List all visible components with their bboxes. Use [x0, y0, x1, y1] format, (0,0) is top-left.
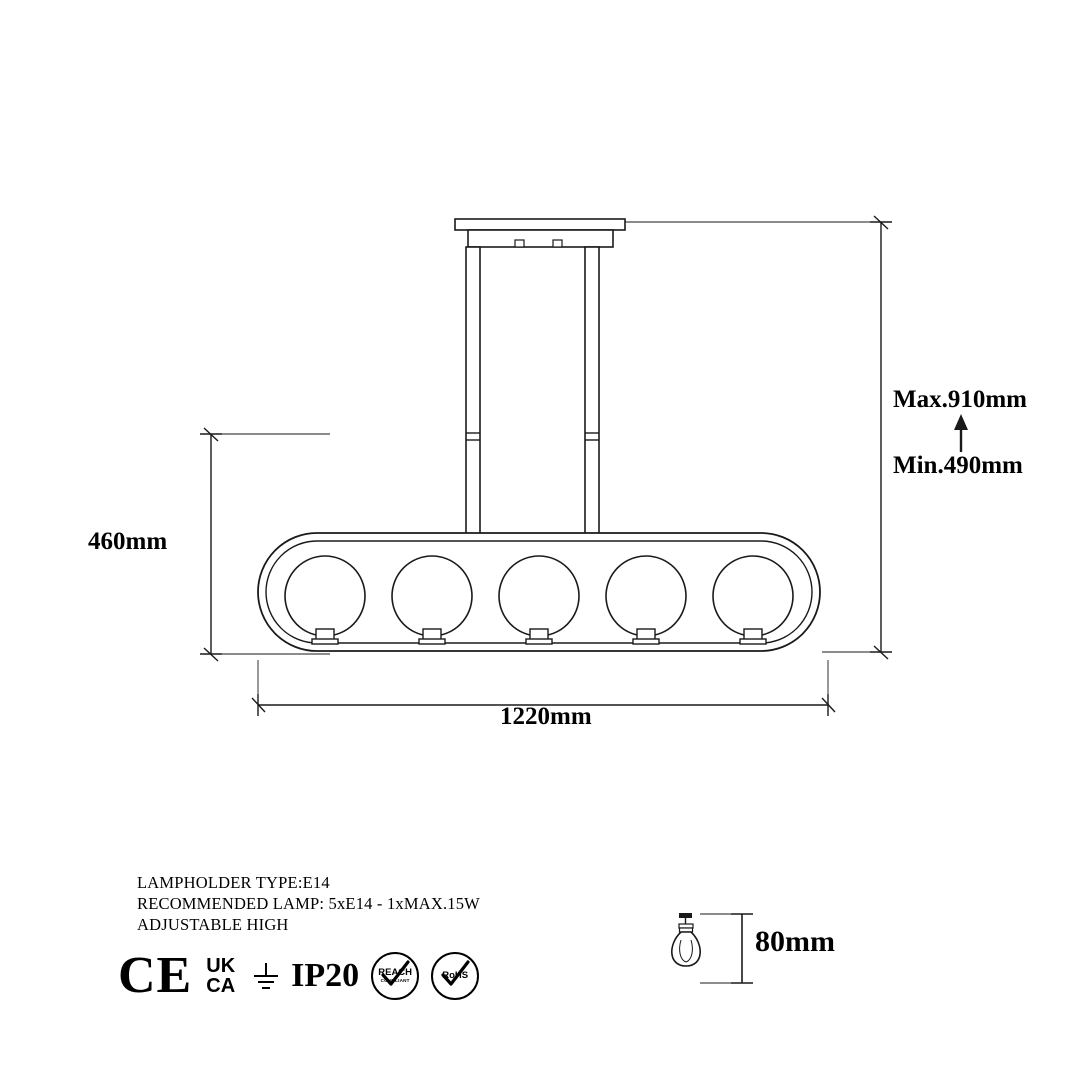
- specification-text-block: [137, 872, 480, 935]
- spec-lampholder-type: LAMPHOLDER TYPE:E14: [137, 873, 330, 892]
- rohs-badge-text: RoHS: [442, 970, 469, 981]
- ukca-bottom-text: CA: [206, 975, 236, 997]
- ceiling-plate: [455, 219, 625, 247]
- reach-badge-text: REACH: [378, 967, 413, 978]
- certification-row: [118, 947, 479, 1004]
- ukca-mark-icon: [206, 956, 235, 996]
- ip-rating-label: IP20: [291, 957, 360, 994]
- earth-ground-icon: [251, 959, 281, 993]
- dimension-label-bulb-height: 80mm: [755, 925, 835, 958]
- dimension-label-height: 460mm: [88, 528, 168, 555]
- rohs-badge: [431, 952, 479, 1000]
- ukca-top-text: UK: [206, 955, 236, 977]
- ce-mark-icon: CE: [118, 947, 193, 1004]
- dimension-label-min-drop: Min.490mm: [893, 452, 1023, 479]
- spec-adjustable-high: ADJUSTABLE HIGH: [137, 915, 289, 934]
- reach-badge-subtext: COMPLIANT: [380, 978, 410, 983]
- bulb-icon: [672, 913, 700, 966]
- dimension-label-width: 1220mm: [500, 703, 592, 730]
- check-icon: [377, 957, 413, 993]
- dimension-line-bulb: [700, 914, 753, 983]
- dimension-label-max-drop: Max.910mm: [893, 386, 1027, 413]
- suspension-rod-left: [466, 247, 480, 536]
- suspension-rod-right: [585, 247, 599, 536]
- reach-compliant-badge: [371, 952, 419, 1000]
- spec-recommended-lamp: RECOMMENDED LAMP: 5xE14 - 1xMAX.15W: [137, 894, 480, 913]
- check-icon: [437, 957, 473, 993]
